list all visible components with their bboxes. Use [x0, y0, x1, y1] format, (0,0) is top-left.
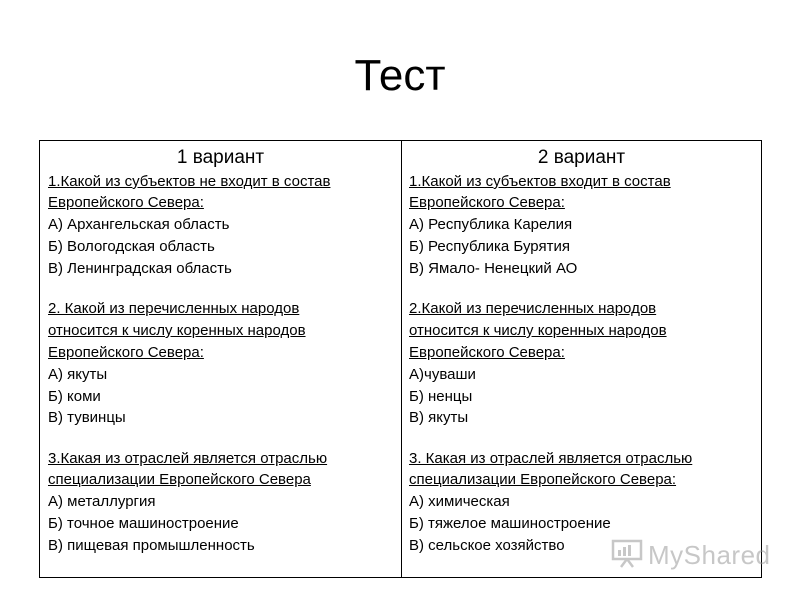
- variant-1-column: [40, 141, 402, 577]
- v2-q2-line-1: 2.Какой из перечисленных народов: [409, 300, 657, 317]
- v1-q1-option-a: А) Архангельская область: [48, 216, 230, 233]
- v1-q3-option-b: Б) точное машиностроение: [48, 515, 239, 532]
- v2-q3-line-2: специализации Европейского Севера:: [409, 471, 677, 488]
- v2-q1-line-2: Европейского Севера:: [409, 194, 565, 211]
- v2-q1-option-b: Б) Республика Бурятия: [409, 238, 570, 255]
- variant-2-heading: 2 вариант: [537, 147, 626, 168]
- v2-q1-line-1: 1.Какой из субъектов входит в состав: [409, 173, 671, 190]
- v1-q3-option-c: В) пищевая промышленность: [48, 537, 255, 554]
- v1-q2-option-c: В) тувинцы: [48, 409, 126, 426]
- v2-q3-option-a: А) химическая: [409, 493, 510, 510]
- page-title: Тест: [354, 51, 446, 100]
- v1-q2-line-1: 2. Какой из перечисленных народов: [48, 300, 300, 317]
- v1-q3-line-1: 3.Какая из отраслей является отраслью: [48, 450, 328, 467]
- v2-q2-line-2: относится к числу коренных народов: [409, 322, 667, 339]
- v1-q3-option-a: А) металлургия: [48, 493, 156, 510]
- v1-q1-line-2: Европейского Севера:: [48, 194, 204, 211]
- v2-q3-line-1: 3. Какая из отраслей является отраслью: [409, 450, 693, 467]
- variant-2-column: [402, 141, 761, 577]
- v1-q1-option-b: Б) Вологодская область: [48, 238, 215, 255]
- presentation-board-icon: [610, 536, 644, 575]
- v2-q2-line-3: Европейского Севера:: [409, 344, 565, 361]
- v2-q3-option-b: Б) тяжелое машиностроение: [409, 515, 611, 532]
- test-table: [39, 140, 762, 578]
- v1-q2-option-b: Б) коми: [48, 388, 101, 405]
- v1-q3-line-2: специализации Европейского Севера: [48, 471, 311, 488]
- v1-q1-line-1: 1.Какой из субъектов не входит в состав: [48, 173, 331, 190]
- v1-q1-option-c: В) Ленинградская область: [48, 260, 232, 277]
- v2-q2-option-c: В) якуты: [409, 409, 469, 426]
- watermark: [610, 537, 771, 573]
- v2-q3-option-c: В) сельское хозяйство: [409, 537, 565, 554]
- v1-q2-line-2: относится к числу коренных народов: [48, 322, 306, 339]
- v2-q1-option-c: В) Ямало- Ненецкий АО: [409, 260, 578, 277]
- variant-1-heading: 1 вариант: [176, 147, 265, 168]
- v1-q2-line-3: Европейского Севера:: [48, 344, 204, 361]
- v2-q1-option-a: А) Республика Карелия: [409, 216, 573, 233]
- v2-q2-option-a: А)чуваши: [409, 366, 476, 383]
- v1-q2-option-a: А) якуты: [48, 366, 108, 383]
- v2-q2-option-b: Б) ненцы: [409, 388, 473, 405]
- watermark-text: MyShared: [648, 539, 771, 570]
